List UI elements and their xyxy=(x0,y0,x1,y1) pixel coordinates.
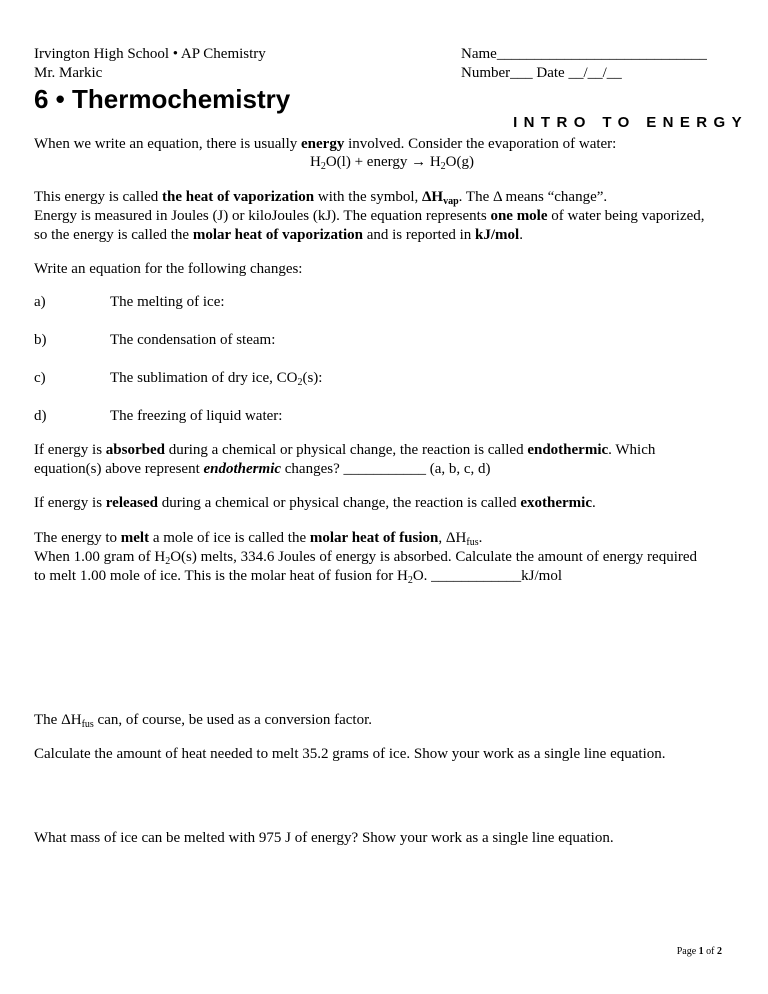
text-segment: kJ/mol xyxy=(475,227,520,243)
text-segment: 2 xyxy=(440,161,446,172)
text-segment: The ΔH xyxy=(34,712,82,728)
text-segment: O(s) melts, 334.6 Joules of energy is absorbed. Calculate the amount of energy required xyxy=(170,549,698,565)
text-segment: When 1.00 gram of H xyxy=(34,549,166,565)
text-segment: molar heat of vaporization xyxy=(192,227,363,243)
text-segment: endothermic xyxy=(527,442,609,458)
text-segment: the heat of vaporization xyxy=(162,189,315,205)
text-segment: Energy is measured in Joules (J) or kiloJoules (kJ). The equation represents xyxy=(34,208,491,224)
text-segment: fus xyxy=(466,537,479,548)
mass-ice-question xyxy=(34,829,614,848)
text-segment: If energy is xyxy=(34,442,106,458)
page-total: 2 xyxy=(717,946,722,957)
question-b-text xyxy=(110,331,275,350)
text-segment: during a chemical or physical change, the reaction is called xyxy=(158,495,521,511)
text-segment: . The Δ means “change”. xyxy=(458,189,608,205)
text-segment: H xyxy=(310,154,321,170)
calculate-heat-question xyxy=(34,745,666,764)
text-segment: of water being vaporized, xyxy=(547,208,705,224)
fusion-text-3 xyxy=(34,567,562,586)
question-a-label: a) xyxy=(34,294,46,310)
fusion-text-2 xyxy=(34,548,697,567)
text-segment: O(g) xyxy=(445,154,474,170)
text-segment: . Which xyxy=(608,442,656,458)
page-of: of xyxy=(703,946,717,957)
text-segment: Calculate the amount of heat needed to melt 35.2 grams of ice. Show your work as a single line equation. xyxy=(34,746,666,762)
text-segment: When we write an equation, there is usually xyxy=(34,136,301,152)
text-segment: melt xyxy=(120,530,150,546)
text-segment: O. ____________kJ/mol xyxy=(412,568,563,584)
exothermic-text xyxy=(34,494,596,513)
text-segment: a mole of ice is called the xyxy=(149,530,310,546)
text-segment: O(l) + energy → H xyxy=(325,154,441,170)
student-name-field[interactable]: Name____________________________ xyxy=(461,46,707,62)
question-d-text xyxy=(110,407,282,426)
text-segment: and is reported in xyxy=(362,227,476,243)
text-segment: 2 xyxy=(297,377,303,388)
text-segment: endothermic xyxy=(203,461,282,477)
intro-text xyxy=(34,135,616,154)
text-segment: energy xyxy=(301,136,345,152)
text-segment: involved. Consider the evaporation of water: xyxy=(344,136,617,152)
text-segment: molar heat of fusion xyxy=(309,530,439,546)
text-segment: The condensation of steam: xyxy=(110,332,276,348)
section-heading: INTRO TO ENERGY xyxy=(513,114,748,131)
vaporization-text-3 xyxy=(34,226,523,245)
page-current: 1 xyxy=(698,946,704,957)
text-segment: The melting of ice: xyxy=(110,294,225,310)
text-segment: released xyxy=(105,495,159,511)
fusion-text-1 xyxy=(34,529,482,548)
text-segment: If energy is xyxy=(34,495,106,511)
text-segment: The energy to xyxy=(34,530,121,546)
write-instruction xyxy=(34,260,302,279)
text-segment: . xyxy=(478,530,483,546)
text-segment: with the symbol, xyxy=(314,189,423,205)
page-number xyxy=(677,946,722,957)
text-segment: fus xyxy=(81,719,94,730)
endothermic-text-2 xyxy=(34,460,491,479)
conversion-factor-text xyxy=(34,711,372,730)
text-segment: exothermic xyxy=(520,495,593,511)
text-segment: to melt 1.00 mole of ice. This is the molar heat of fusion for H xyxy=(34,568,408,584)
text-segment: . xyxy=(519,227,523,243)
text-segment: 2 xyxy=(407,575,413,586)
text-segment: vap xyxy=(443,196,459,207)
text-segment: 2 xyxy=(320,161,326,172)
text-segment: This energy is called xyxy=(34,189,163,205)
page-prefix: Page xyxy=(676,946,699,957)
vaporization-equation xyxy=(310,153,474,172)
school-course: Irvington High School • AP Chemistry xyxy=(34,46,266,62)
text-segment: , ΔH xyxy=(438,530,467,546)
text-segment: equation(s) above represent xyxy=(34,461,204,477)
page-title: 6 • Thermochemistry xyxy=(34,84,291,114)
text-segment: What mass of ice can be melted with 975 J of energy? Show your work as a single line equation. xyxy=(34,830,614,846)
text-segment: can, of course, be used as a conversion factor. xyxy=(93,712,373,728)
vaporization-text-2 xyxy=(34,207,705,226)
text-segment: 2 xyxy=(165,556,171,567)
question-b-label: b) xyxy=(34,332,47,348)
question-c-label: c) xyxy=(34,370,46,386)
question-d-label: d) xyxy=(34,408,47,424)
teacher-name: Mr. Markic xyxy=(34,65,103,81)
text-segment: Write an equation for the following changes: xyxy=(34,261,303,277)
text-segment: absorbed xyxy=(105,442,165,458)
text-segment: so the energy is called the xyxy=(34,227,193,243)
text-segment: (s): xyxy=(302,370,323,386)
text-segment: The freezing of liquid water: xyxy=(110,408,283,424)
text-segment: changes? ___________ (a, b, c, d) xyxy=(281,461,491,477)
text-segment: one mole xyxy=(490,208,548,224)
question-a-text xyxy=(110,293,225,312)
text-segment: ΔH xyxy=(422,189,444,205)
text-segment: during a chemical or physical change, the reaction is called xyxy=(164,442,528,458)
question-c-text xyxy=(110,369,322,388)
text-segment: . xyxy=(592,495,596,511)
vaporization-text-1 xyxy=(34,188,607,207)
text-segment: The sublimation of dry ice, CO xyxy=(110,370,298,386)
endothermic-text-1 xyxy=(34,441,655,460)
number-date-field[interactable]: Number___ Date __/__/__ xyxy=(461,65,622,81)
